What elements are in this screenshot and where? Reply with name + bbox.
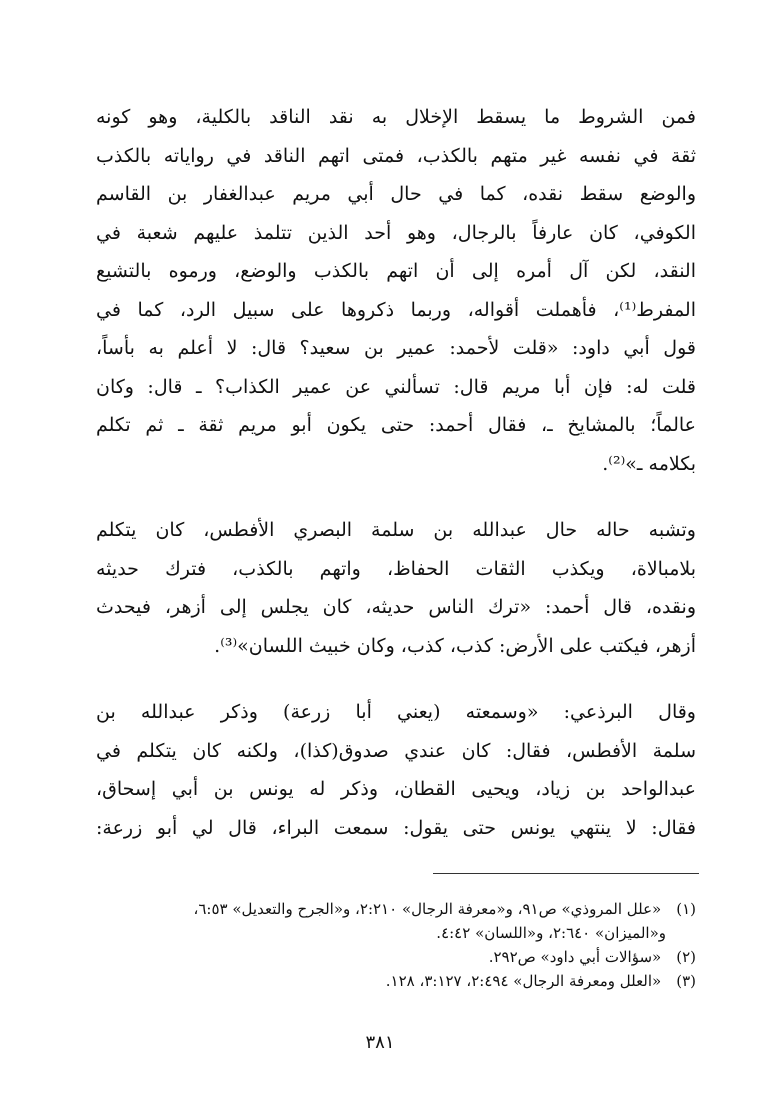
footnote-number: (٣) <box>676 972 696 990</box>
footnote-number: (٢) <box>676 948 696 966</box>
paragraph-2 <box>96 511 696 665</box>
text-line: سلمة الأفطس، فقال: كان عندي صدوق(كذا)، ولكنه كان يتكلم في <box>96 739 696 762</box>
footnote-1-continued <box>96 921 696 945</box>
text-line: وقال البرذعي: «وسمعته (يعني أبا زرعة) وذكر عبدالله بن <box>96 701 696 723</box>
text-line: عبدالواحد بن زياد، ويحيى القطان، وذكر له يونس بن أبي إسحاق، <box>96 778 696 800</box>
text-line: بكلامه ـ»⁽²⁾. <box>602 452 696 475</box>
text-line: ونقده، قال أحمد: «ترك الناس حديثه، كان يجلس إلى أزهر، فيحدث <box>96 596 696 618</box>
text-line: النقد، لكن آل أمره إلى أن اتهم بالكذب والوضع، ورموه بالتشيع <box>96 260 696 282</box>
footnote-text: و«الميزان» ٢:٦٤٠، و«اللسان» ٤:٤٢. <box>436 924 666 942</box>
footnote-text: «العلل ومعرفة الرجال» ٢:٤٩٤، ٣:١٢٧، ١٢٨. <box>385 972 662 990</box>
footnotes <box>96 897 696 993</box>
footnote-number: (١) <box>676 900 696 918</box>
page-number: ٣٨١ <box>365 1032 395 1053</box>
text-line: قول أبي داود: «قلت لأحمد: عمير بن سعيد؟ قال: لا أعلم به بأساً، <box>96 337 696 359</box>
footnote-3 <box>96 969 696 993</box>
footnote-divider <box>433 873 699 874</box>
text-line: فقال: لا ينتهي يونس حتى يقول: سمعت البراء، قال لي أبو زرعة: <box>96 816 696 839</box>
text-line: والوضع سقط نقده، كما في حال أبي مريم عبدالغفار بن القاسم <box>96 183 696 205</box>
text-line: فمن الشروط ما يسقط الإخلال به نقد الناقد بالكلية، وهو كونه <box>96 106 696 128</box>
text-line: الكوفي، كان عارفاً بالرجال، وهو أحد الذين تتلمذ عليهم شعبة في <box>96 221 696 244</box>
body-text <box>96 98 696 847</box>
paragraph-3 <box>96 693 696 847</box>
text-line: عالماً؛ بالمشايخ ـ، فقال أحمد: حتى يكون أبو مريم ثقة ـ ثم تكلم <box>96 414 696 436</box>
text-line: قلت له: فإن أبا مريم قال: تسألني عن عمير الكذاب؟ ـ قال: وكان <box>96 375 696 398</box>
paragraph-1 <box>96 98 696 483</box>
text-line: المفرط⁽¹⁾، فأهملت أقواله، وربما ذكروها على سبيل الرد، كما في <box>96 298 696 321</box>
text-line: ثقة في نفسه غير متهم بالكذب، فمتى اتهم الناقد في رواياته بالكذب <box>96 144 696 167</box>
footnote-1 <box>96 897 696 921</box>
footnote-text: «علل المروذي» ص٩١، و«معرفة الرجال» ٢:٢١٠، و«الجرح والتعديل» ٦:٥٣، <box>193 900 662 918</box>
text-line: وتشبه حاله حال عبدالله بن سلمة البصري الأفطس، كان يتكلم <box>96 519 696 541</box>
text-line: أزهر، فيكتب على الأرض: كذب، كذب، وكان خبيث اللسان»⁽³⁾. <box>214 634 696 657</box>
footnote-text: «سؤالات أبي داود» ص٢٩٢. <box>488 948 662 966</box>
footnote-2 <box>96 945 696 969</box>
text-line: بلامبالاة، ويكذب الثقات الحفاظ، واتهم بالكذب، فترك حديثه <box>96 557 696 580</box>
